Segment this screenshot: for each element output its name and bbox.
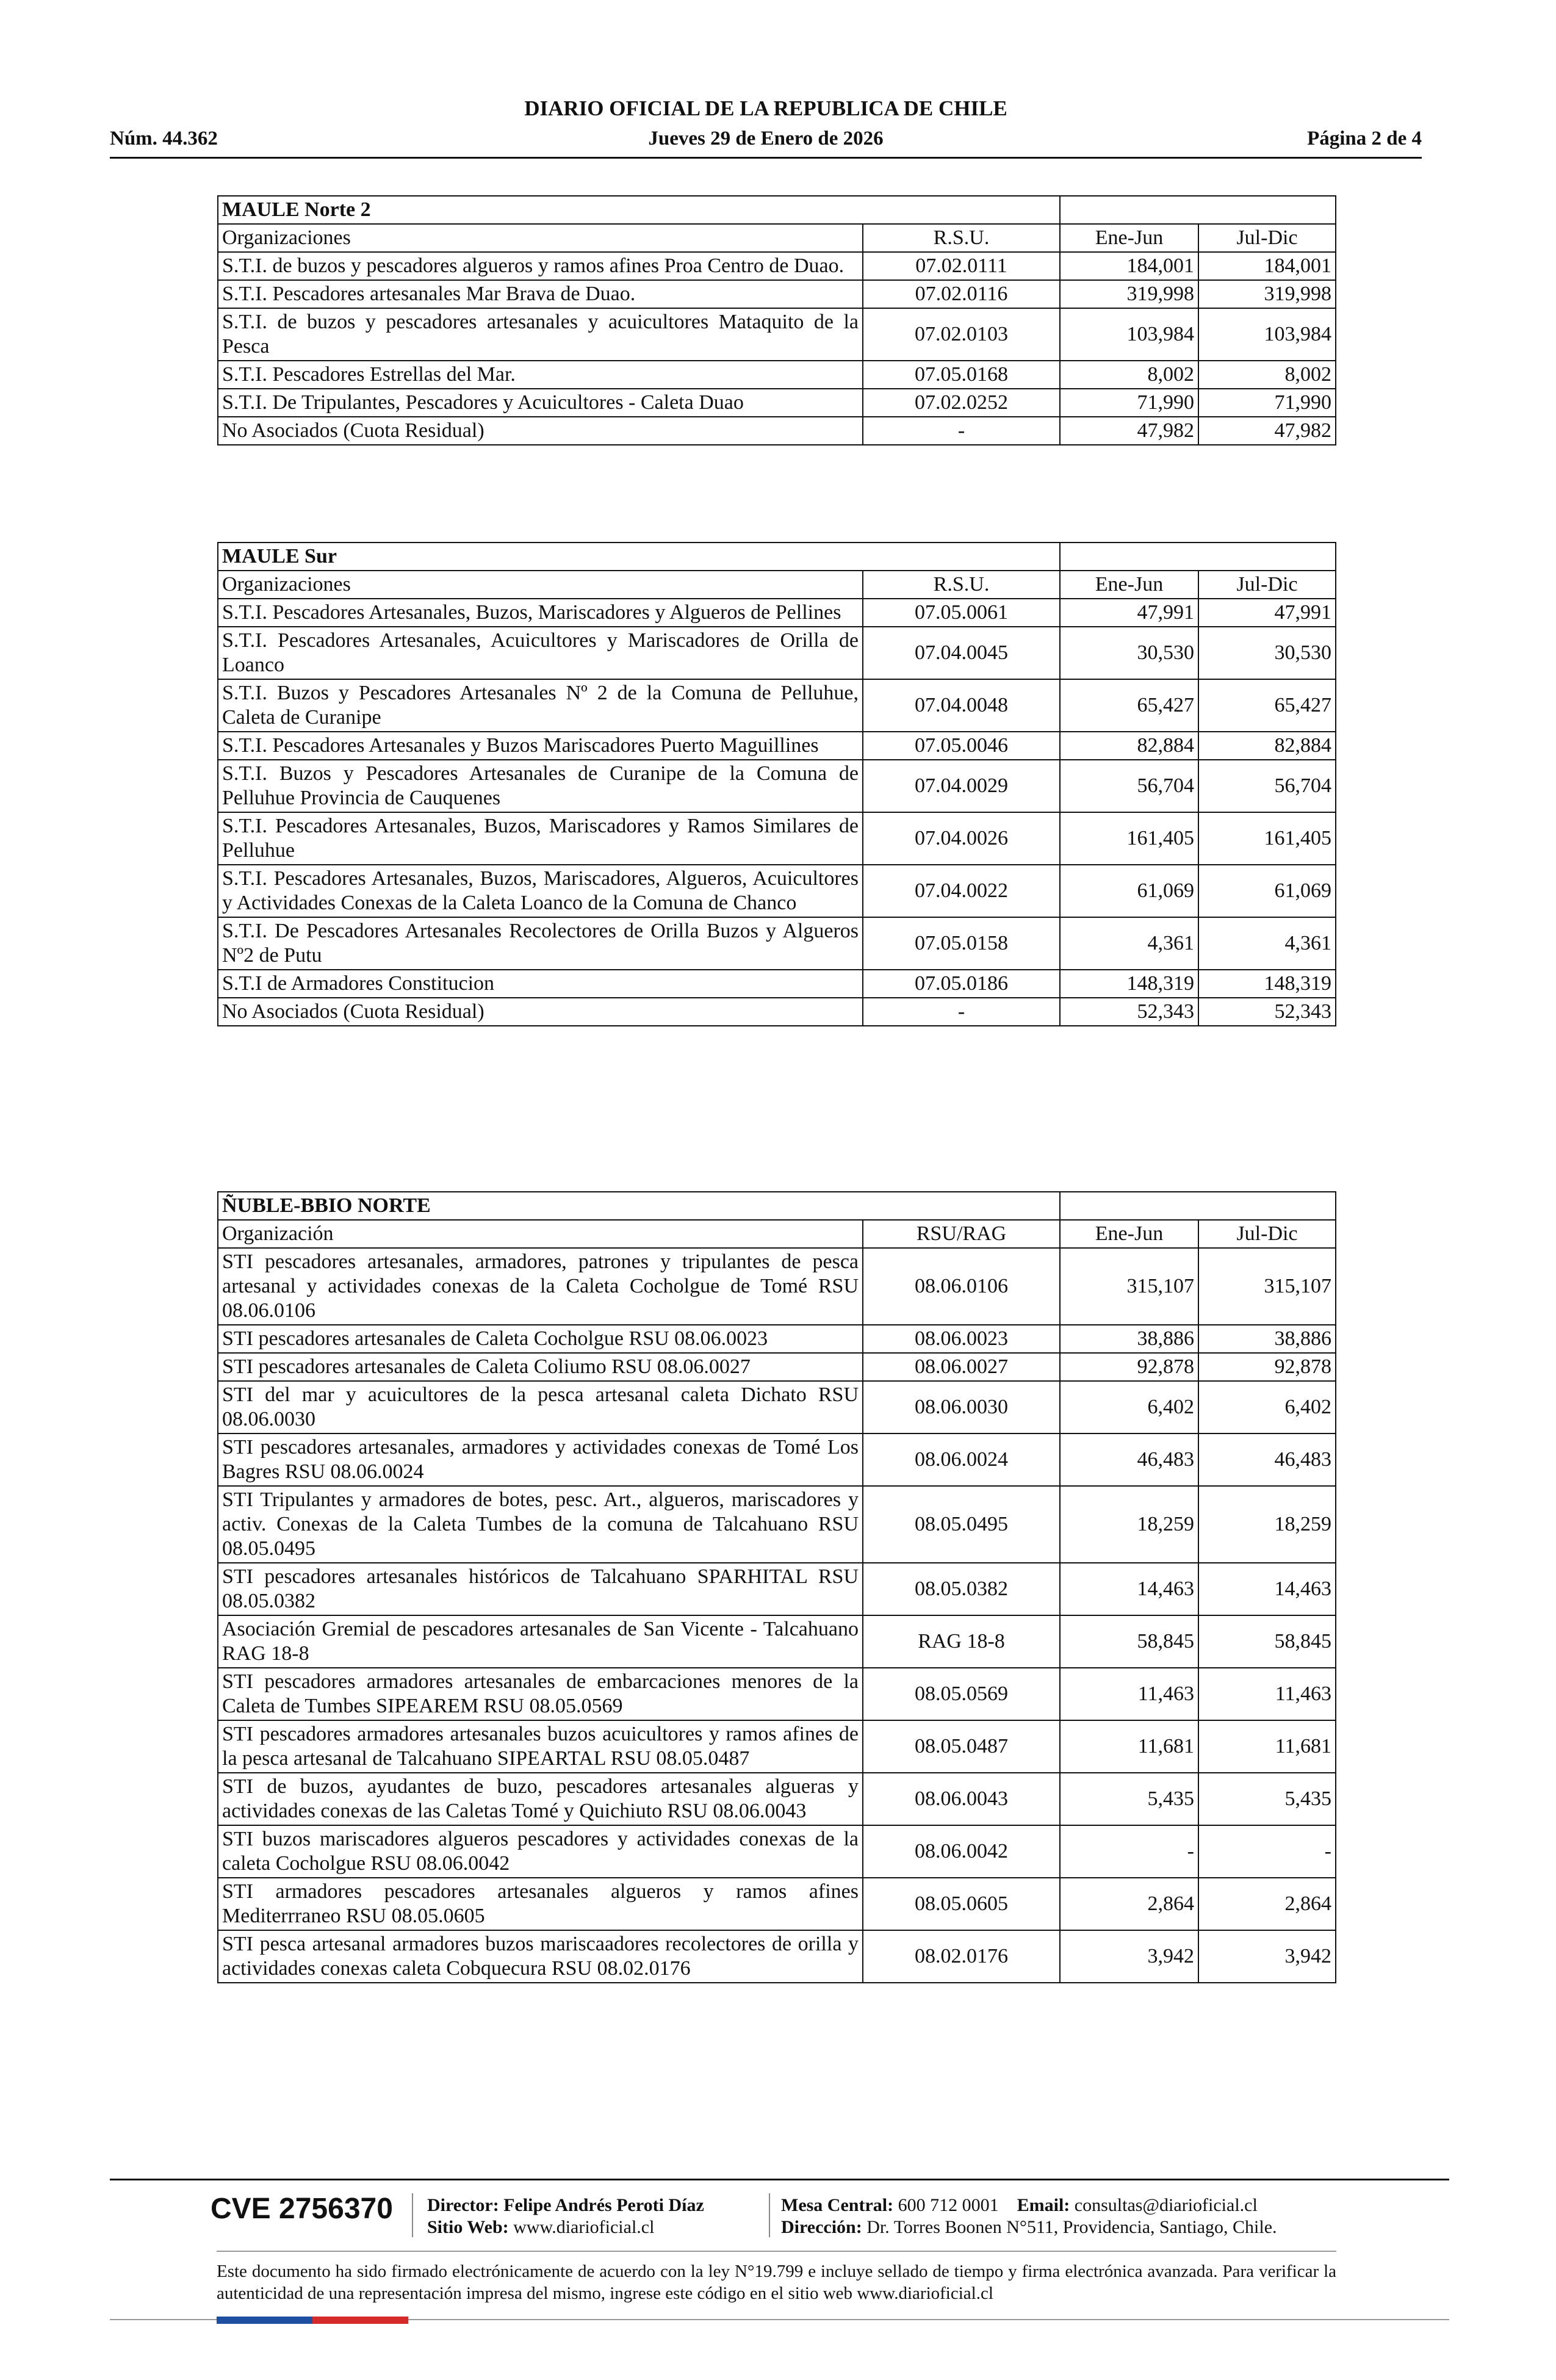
data-table [217,542,1336,1026]
ene-jun-value: 11,681 [1060,1720,1198,1773]
organization-name: STI pesca artesanal armadores buzos mariscaadores recolectores de orilla y actividades conexas caleta Cobquecura RSU 08.02.0176 [218,1930,863,1983]
organization-name: STI pescadores armadores artesanales de embarcaciones menores de la Caleta de Tumbes SIPEAREM RSU 08.05.0569 [218,1668,863,1720]
ene-jun-value: 315,107 [1060,1248,1198,1325]
rsu-code: 08.06.0023 [863,1325,1060,1353]
email-link[interactable]: consultas@diarioficial.cl [1074,2195,1258,2215]
table-row [218,627,1336,679]
organization-name: STI Tripulantes y armadores de botes, pesc. Art., algueros, mariscadores y activ. Conexas de la Caleta Tumbes de la comuna de Talcahuano RSU 08.05.0495 [218,1486,863,1563]
address-text: Dr. Torres Boonen N°511, Providencia, Santiago, Chile. [866,2217,1277,2237]
table-row [218,1930,1336,1983]
ene-jun-value: 65,427 [1060,679,1198,732]
organization-name: STI de buzos, ayudantes de buzo, pescadores artesanales algueras y actividades conexas de las Caletas Tomé y Quichiuto RSU 08.06.0043 [218,1773,863,1825]
rsu-code: 08.06.0030 [863,1381,1060,1433]
table-title-row [218,543,1336,571]
column-header: R.S.U. [863,224,1060,252]
table-row [218,1825,1336,1878]
column-header-row [218,1220,1336,1248]
jul-dic-value: 65,427 [1198,679,1336,732]
page-header [110,92,1422,159]
cve-code: CVE 2756370 [211,2193,393,2225]
jul-dic-value: 3,942 [1198,1930,1336,1983]
ene-jun-value: 319,998 [1060,280,1198,308]
ene-jun-value: 4,361 [1060,917,1198,970]
ene-jun-value: 58,845 [1060,1615,1198,1668]
rsu-code: 08.05.0487 [863,1720,1060,1773]
table-row [218,1325,1336,1353]
table-row [218,760,1336,812]
rsu-code: 07.02.0252 [863,389,1060,417]
jul-dic-value: 161,405 [1198,812,1336,865]
rsu-code: 08.06.0027 [863,1353,1060,1381]
issue-date: Jueves 29 de Enero de 2026 [648,128,884,150]
ene-jun-value: 30,530 [1060,627,1198,679]
ene-jun-value: 2,864 [1060,1878,1198,1930]
column-header: Jul-Dic [1198,571,1336,599]
website-link[interactable]: www.diarioficial.cl [513,2217,655,2237]
jul-dic-value: - [1198,1825,1336,1878]
table-row [218,917,1336,970]
column-header: Ene-Jun [1060,224,1198,252]
column-header: Jul-Dic [1198,224,1336,252]
column-header: R.S.U. [863,571,1060,599]
table-row [218,599,1336,627]
column-header: Jul-Dic [1198,1220,1336,1248]
data-table [217,195,1336,445]
organization-name: S.T.I de Armadores Constitucion [218,970,863,998]
ene-jun-value: - [1060,1825,1198,1878]
table-row [218,1720,1336,1773]
jul-dic-value: 82,884 [1198,732,1336,760]
jul-dic-value: 52,343 [1198,998,1336,1026]
organization-name: STI pescadores artesanales, armadores, patrones y tripulantes de pesca artesanal y actividades conexas de la Caleta Cocholgue de Tomé RSU 08.06.0106 [218,1248,863,1325]
organization-name: S.T.I. Pescadores Artesanales, Buzos, Mariscadores y Algueros de Pellines [218,599,863,627]
ene-jun-value: 82,884 [1060,732,1198,760]
ene-jun-value: 71,990 [1060,389,1198,417]
rsu-code: 08.05.0382 [863,1563,1060,1615]
organization-name: S.T.I. Buzos y Pescadores Artesanales Nº 2 de la Comuna de Pelluhue, Caleta de Curanipe [218,679,863,732]
jul-dic-value: 58,845 [1198,1615,1336,1668]
table-maule-sur [217,542,1335,1026]
ene-jun-value: 8,002 [1060,361,1198,389]
rsu-code: 07.04.0045 [863,627,1060,679]
director-label: Director: [427,2195,499,2215]
column-header-row [218,571,1336,599]
rsu-code: 07.02.0111 [863,252,1060,280]
table-title: MAULE Sur [218,543,1060,571]
jul-dic-value: 92,878 [1198,1353,1336,1381]
jul-dic-value: 5,435 [1198,1773,1336,1825]
director-name: Felipe Andrés Peroti Díaz [503,2195,704,2215]
organization-name: S.T.I. Pescadores Artesanales, Acuicultores y Mariscadores de Orilla de Loanco [218,627,863,679]
organization-name: STI pescadores armadores artesanales buzos acuicultores y ramos afines de la pesca artesanal de Talcahuano SIPEARTAL RSU 08.05.0487 [218,1720,863,1773]
ene-jun-value: 3,942 [1060,1930,1198,1983]
jul-dic-value: 6,402 [1198,1381,1336,1433]
rsu-code: 07.05.0186 [863,970,1060,998]
column-header: Organizaciones [218,224,863,252]
table-row [218,1668,1336,1720]
organization-name: STI buzos mariscadores algueros pescadores y actividades conexas de la caleta Cocholgue RSU 08.06.0042 [218,1825,863,1878]
jul-dic-value: 103,984 [1198,308,1336,361]
rsu-code: 08.05.0605 [863,1878,1060,1930]
ene-jun-value: 11,463 [1060,1668,1198,1720]
ene-jun-value: 6,402 [1060,1381,1198,1433]
title-blank-cell [1060,1192,1336,1220]
rsu-code: 08.06.0106 [863,1248,1060,1325]
rsu-code: RAG 18-8 [863,1615,1060,1668]
ene-jun-value: 14,463 [1060,1563,1198,1615]
footer-director-block [427,2194,704,2238]
footer-separator [412,2193,413,2237]
rsu-code: 07.05.0168 [863,361,1060,389]
ene-jun-value: 52,343 [1060,998,1198,1026]
jul-dic-value: 4,361 [1198,917,1336,970]
jul-dic-value: 315,107 [1198,1248,1336,1325]
flag-segment [217,2317,265,2324]
ene-jun-value: 161,405 [1060,812,1198,865]
ene-jun-value: 92,878 [1060,1353,1198,1381]
ene-jun-value: 5,435 [1060,1773,1198,1825]
issue-number: Núm. 44.362 [110,128,218,150]
organization-name: S.T.I. Pescadores Artesanales, Buzos, Mariscadores y Ramos Similares de Pelluhue [218,812,863,865]
jul-dic-value: 61,069 [1198,865,1336,917]
column-header: Organización [218,1220,863,1248]
table-row [218,732,1336,760]
table-row [218,1563,1336,1615]
mesa-phone: 600 712 0001 [898,2195,999,2215]
table-row [218,308,1336,361]
table-row [218,865,1336,917]
jul-dic-value: 2,864 [1198,1878,1336,1930]
flag-segment [312,2317,361,2324]
header-rule [110,157,1422,159]
ene-jun-value: 184,001 [1060,252,1198,280]
jul-dic-value: 14,463 [1198,1563,1336,1615]
organization-name: No Asociados (Cuota Residual) [218,417,863,445]
rsu-code: 08.05.0569 [863,1668,1060,1720]
title-blank-cell [1060,543,1336,571]
table-row [218,1381,1336,1433]
jul-dic-value: 71,990 [1198,389,1336,417]
organization-name: S.T.I. Pescadores Artesanales, Buzos, Mariscadores, Algueros, Acuicultores y Actividades Conexas de la Caleta Loanco de la Comuna de Chanco [218,865,863,917]
jul-dic-value: 46,483 [1198,1433,1336,1486]
email-label: Email: [1017,2195,1070,2215]
table-title: ÑUBLE-BBIO NORTE [218,1192,1060,1220]
table-row [218,970,1336,998]
table-nuble-bbio-norte [217,1191,1335,1983]
page-number: Página 2 de 4 [1307,128,1422,150]
jul-dic-value: 8,002 [1198,361,1336,389]
rsu-code: 07.05.0061 [863,599,1060,627]
organization-name: No Asociados (Cuota Residual) [218,998,863,1026]
jul-dic-value: 11,463 [1198,1668,1336,1720]
mesa-label: Mesa Central: [781,2195,894,2215]
rsu-code: 08.06.0024 [863,1433,1060,1486]
rsu-code: - [863,998,1060,1026]
table-row [218,252,1336,280]
signature-note: Este documento ha sido firmado electrónicamente de acuerdo con la ley N°19.799 e incluye sellado de tiempo y firma electrónica avanzada. Para verificar la autenticidad de una representación impresa del mismo, ingrese este código en el sitio web www.diarioficial.cl [217,2262,1336,2303]
table-row [218,812,1336,865]
rsu-code: 08.02.0176 [863,1930,1060,1983]
table-row [218,417,1336,445]
organization-name: STI pescadores artesanales de Caleta Cocholgue RSU 08.06.0023 [218,1325,863,1353]
column-header-row [218,224,1336,252]
jul-dic-value: 11,681 [1198,1720,1336,1773]
rsu-code: 08.06.0043 [863,1773,1060,1825]
table-title-row [218,1192,1336,1220]
rsu-code: - [863,417,1060,445]
organization-name: STI pescadores artesanales de Caleta Coliumo RSU 08.06.0027 [218,1353,863,1381]
table-row [218,1773,1336,1825]
publication-title: DIARIO OFICIAL DE LA REPUBLICA DE CHILE [524,96,1007,120]
rsu-code: 07.04.0048 [863,679,1060,732]
table-row [218,1248,1336,1325]
column-header: Ene-Jun [1060,1220,1198,1248]
organization-name: S.T.I. Pescadores artesanales Mar Brava de Duao. [218,280,863,308]
organization-name: S.T.I. Pescadores Estrellas del Mar. [218,361,863,389]
ene-jun-value: 148,319 [1060,970,1198,998]
flag-strip [217,2317,408,2324]
table-maule-norte-2 [217,195,1335,445]
footer-rule [110,2179,1449,2180]
flag-segment [265,2317,313,2324]
flag-segment [361,2317,409,2324]
table-row [218,679,1336,732]
data-table [217,1191,1336,1983]
rsu-code: 08.05.0495 [863,1486,1060,1563]
table-title: MAULE Norte 2 [218,196,1060,224]
rsu-code: 07.04.0029 [863,760,1060,812]
jul-dic-value: 30,530 [1198,627,1336,679]
table-row [218,998,1336,1026]
table-row [218,280,1336,308]
organization-name: STI del mar y acuicultores de la pesca artesanal caleta Dichato RSU 08.06.0030 [218,1381,863,1433]
column-header: RSU/RAG [863,1220,1060,1248]
jul-dic-value: 47,991 [1198,599,1336,627]
organization-name: S.T.I. Buzos y Pescadores Artesanales de Curanipe de la Comuna de Pelluhue Provincia de Cauquenes [218,760,863,812]
table-title-row [218,196,1336,224]
table-row [218,1353,1336,1381]
organization-name: S.T.I. Pescadores Artesanales y Buzos Mariscadores Puerto Maguillines [218,732,863,760]
ene-jun-value: 56,704 [1060,760,1198,812]
organization-name: Asociación Gremial de pescadores artesanales de San Vicente - Talcahuano RAG 18-8 [218,1615,863,1668]
ene-jun-value: 61,069 [1060,865,1198,917]
organization-name: STI pescadores artesanales históricos de Talcahuano SPARHITAL RSU 08.05.0382 [218,1563,863,1615]
footer-rule [217,2251,1336,2252]
ene-jun-value: 103,984 [1060,308,1198,361]
organization-name: S.T.I. De Tripulantes, Pescadores y Acuicultores - Caleta Duao [218,389,863,417]
organization-name: STI armadores pescadores artesanales algueros y ramos afines Mediterrraneo RSU 08.05.0605 [218,1878,863,1930]
jul-dic-value: 47,982 [1198,417,1336,445]
column-header: Ene-Jun [1060,571,1198,599]
ene-jun-value: 46,483 [1060,1433,1198,1486]
organization-name: S.T.I. De Pescadores Artesanales Recolectores de Orilla Buzos y Algueros Nº2 de Putu [218,917,863,970]
footer-separator [769,2193,770,2237]
jul-dic-value: 319,998 [1198,280,1336,308]
ene-jun-value: 38,886 [1060,1325,1198,1353]
ene-jun-value: 47,991 [1060,599,1198,627]
footer-contact-block [781,2194,1277,2238]
rsu-code: 07.02.0103 [863,308,1060,361]
jul-dic-value: 18,259 [1198,1486,1336,1563]
rsu-code: 07.04.0022 [863,865,1060,917]
jul-dic-value: 38,886 [1198,1325,1336,1353]
table-row [218,361,1336,389]
jul-dic-value: 56,704 [1198,760,1336,812]
column-header: Organizaciones [218,571,863,599]
ene-jun-value: 47,982 [1060,417,1198,445]
table-row [218,1878,1336,1930]
website-label: Sitio Web: [427,2217,509,2237]
table-row [218,1433,1336,1486]
rsu-code: 07.05.0158 [863,917,1060,970]
jul-dic-value: 148,319 [1198,970,1336,998]
rsu-code: 07.05.0046 [863,732,1060,760]
table-row [218,389,1336,417]
ene-jun-value: 18,259 [1060,1486,1198,1563]
rsu-code: 07.04.0026 [863,812,1060,865]
jul-dic-value: 184,001 [1198,252,1336,280]
table-row [218,1615,1336,1668]
organization-name: S.T.I. de buzos y pescadores artesanales y acuicultores Mataquito de la Pesca [218,308,863,361]
title-blank-cell [1060,196,1336,224]
address-label: Dirección: [781,2217,862,2237]
rsu-code: 07.02.0116 [863,280,1060,308]
rsu-code: 08.06.0042 [863,1825,1060,1878]
table-row [218,1486,1336,1563]
organization-name: STI pescadores artesanales, armadores y actividades conexas de Tomé Los Bagres RSU 08.06.0024 [218,1433,863,1486]
organization-name: S.T.I. de buzos y pescadores algueros y ramos afines Proa Centro de Duao. [218,252,863,280]
